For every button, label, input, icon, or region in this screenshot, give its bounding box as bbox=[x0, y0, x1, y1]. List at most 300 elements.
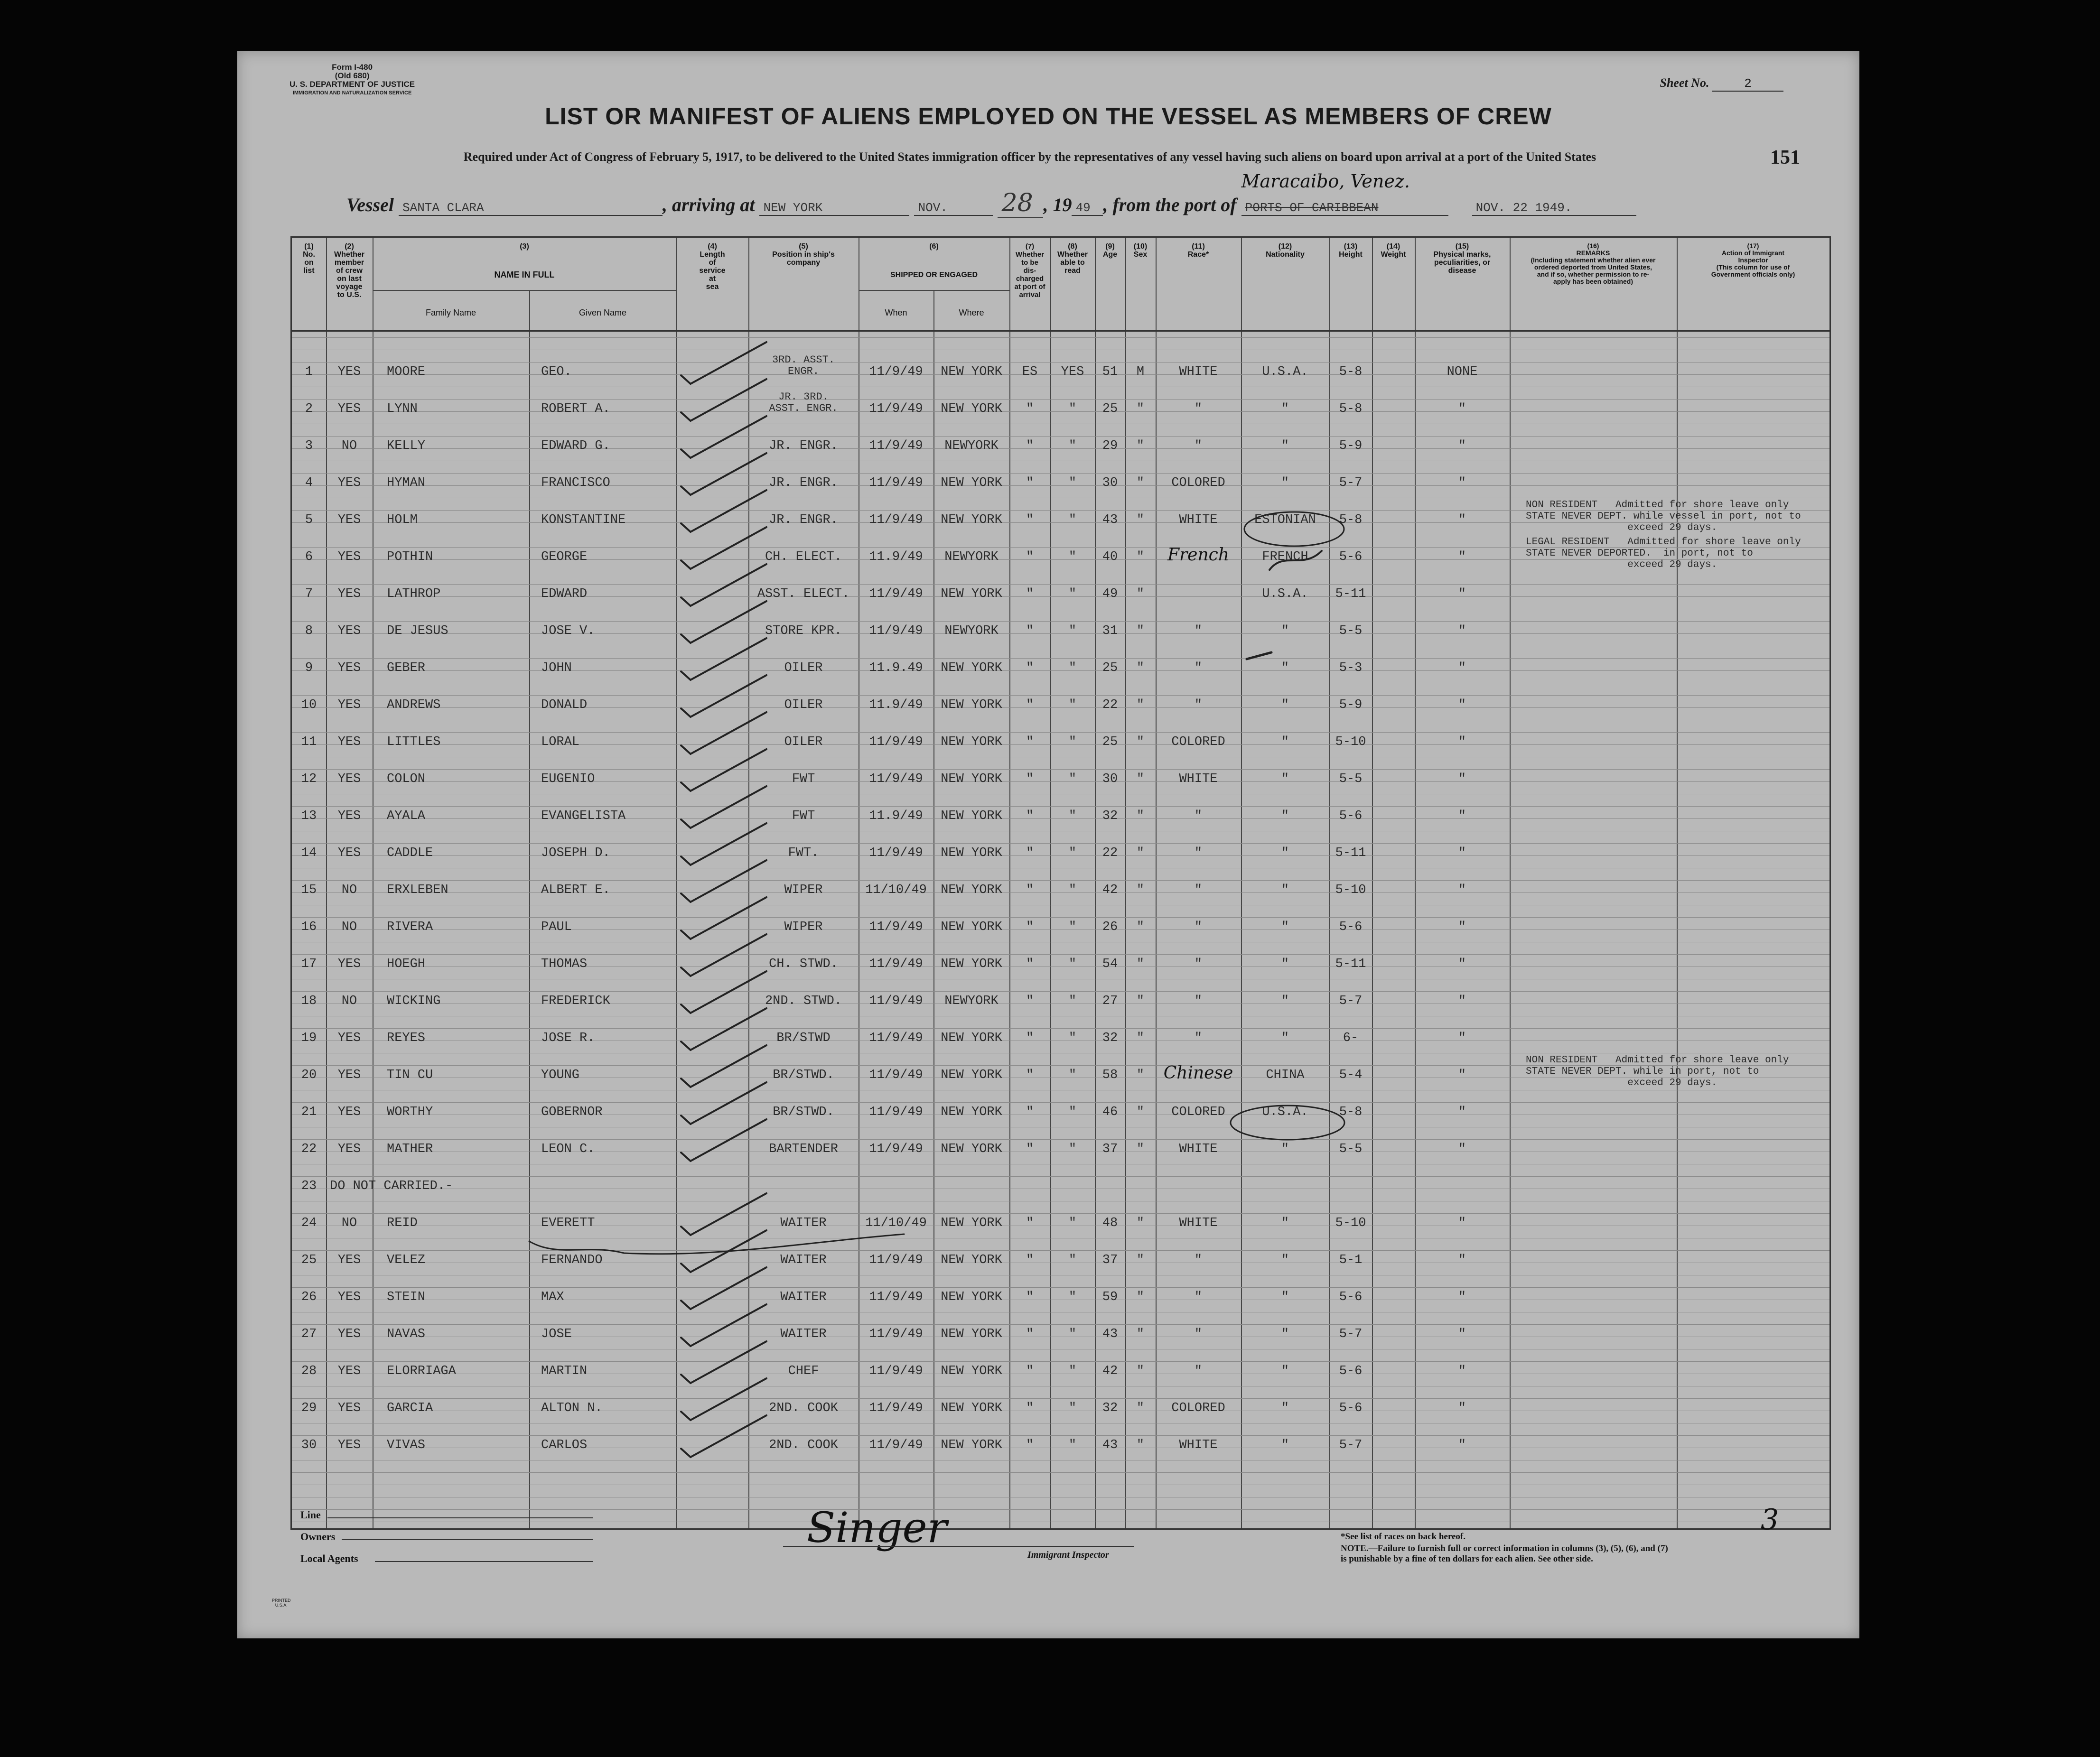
cell-height: 5-6 bbox=[1339, 809, 1363, 823]
cell-read: " bbox=[1068, 550, 1077, 564]
cell-family: VIVAS bbox=[387, 1438, 426, 1452]
cell-given: YOUNG bbox=[541, 1068, 580, 1082]
cell-nationality: " bbox=[1281, 1031, 1289, 1045]
cell-no: 24 bbox=[301, 1216, 317, 1230]
cell-marks: " bbox=[1458, 1216, 1466, 1230]
cell-marks: " bbox=[1458, 513, 1466, 527]
cell-voyage: YES bbox=[337, 1253, 361, 1267]
cell-read: " bbox=[1068, 809, 1077, 823]
cell-age: 32 bbox=[1102, 1031, 1118, 1045]
cell-no: 25 bbox=[301, 1253, 317, 1267]
cell-given: JOSE R. bbox=[541, 1031, 595, 1045]
cell-sex: " bbox=[1136, 661, 1145, 675]
cell-height: 5-10 bbox=[1335, 883, 1366, 897]
cell-position: 3RD. ASST. ENGR. bbox=[772, 354, 835, 377]
cell-marks: " bbox=[1458, 1142, 1466, 1156]
cell-voyage: YES bbox=[337, 735, 361, 749]
cell-race: French bbox=[1167, 545, 1230, 565]
cell-discharged: " bbox=[1026, 1142, 1034, 1156]
cell-position: BARTENDER bbox=[769, 1142, 838, 1156]
cell-where: NEW YORK bbox=[941, 1364, 1002, 1378]
cell-discharged: " bbox=[1026, 698, 1034, 712]
cell-nationality: " bbox=[1281, 1327, 1289, 1341]
cell-position: FWT bbox=[792, 772, 815, 786]
cell-voyage: YES bbox=[337, 624, 361, 638]
header-last-voyage: (2) Whether member of crew on last voyage to U.S. bbox=[334, 242, 364, 299]
cell-read: " bbox=[1068, 1142, 1077, 1156]
cell-position: ASST. ELECT. bbox=[757, 587, 850, 601]
header-where: Where bbox=[959, 308, 984, 317]
cell-voyage: YES bbox=[337, 365, 361, 379]
cell-race: COLORED bbox=[1171, 476, 1225, 490]
cell-race: WHITE bbox=[1179, 1216, 1218, 1230]
remark-entry: NON RESIDENT Admitted for shore leave only STATE NEVER DEPT. while vessel in port, not to exceed 29 days. bbox=[1526, 500, 1801, 533]
cell-given: EVANGELISTA bbox=[541, 809, 626, 823]
header-when: When bbox=[885, 308, 907, 317]
cell-voyage: YES bbox=[337, 1105, 361, 1119]
cell-given: THOMAS bbox=[541, 957, 588, 971]
cell-no: 13 bbox=[301, 809, 317, 823]
cell-where: NEW YORK bbox=[941, 1216, 1002, 1230]
cell-age: 43 bbox=[1102, 1327, 1118, 1341]
cell-race: COLORED bbox=[1171, 1401, 1225, 1415]
cell-discharged: " bbox=[1026, 1327, 1034, 1341]
cell-sex: " bbox=[1136, 439, 1145, 453]
cell-nationality: " bbox=[1281, 439, 1289, 453]
cell-family: GARCIA bbox=[387, 1401, 433, 1415]
cell-given: ALTON N. bbox=[541, 1401, 603, 1415]
cell-family: VELEZ bbox=[387, 1253, 426, 1267]
cell-age: 37 bbox=[1102, 1142, 1118, 1156]
cell-sex: " bbox=[1136, 587, 1145, 601]
cell-position: WAITER bbox=[780, 1216, 827, 1230]
cell-race: Chinese bbox=[1163, 1063, 1233, 1083]
cell-read: " bbox=[1068, 1290, 1077, 1304]
cell-where: NEWYORK bbox=[944, 439, 999, 453]
cell-position: 2ND. COOK bbox=[769, 1401, 838, 1415]
cell-position: BR/STWD. bbox=[773, 1105, 834, 1119]
cell-age: 26 bbox=[1102, 920, 1118, 934]
cell-position: 2ND. COOK bbox=[769, 1438, 838, 1452]
cell-marks: " bbox=[1458, 957, 1466, 971]
cell-voyage: YES bbox=[337, 1401, 361, 1415]
cell-no: 16 bbox=[301, 920, 317, 934]
signature-rule bbox=[783, 1546, 1134, 1547]
cell-position: WAITER bbox=[780, 1327, 827, 1341]
arrival-month: NOV. bbox=[914, 201, 993, 216]
cell-marks: " bbox=[1458, 920, 1466, 934]
cell-given: FREDERICK bbox=[541, 994, 610, 1008]
cell-when: 11/9/49 bbox=[869, 920, 923, 934]
cell-read: " bbox=[1068, 846, 1077, 860]
cell-family: HYMAN bbox=[387, 476, 426, 490]
cell-given: PAUL bbox=[541, 920, 572, 934]
cell-nationality: " bbox=[1281, 1253, 1289, 1267]
cell-no: 30 bbox=[301, 1438, 317, 1452]
cell-read: " bbox=[1068, 587, 1077, 601]
cell-family: WICKING bbox=[387, 994, 441, 1008]
cell-no: 8 bbox=[305, 624, 313, 638]
cell-given: MAX bbox=[541, 1290, 564, 1304]
cell-no: 28 bbox=[301, 1364, 317, 1378]
cell-voyage: YES bbox=[337, 1068, 361, 1082]
row6-correction bbox=[1269, 551, 1322, 570]
cell-age: 51 bbox=[1102, 365, 1118, 379]
cell-read: " bbox=[1068, 624, 1077, 638]
cell-given: GEORGE bbox=[541, 550, 588, 564]
cell-nationality: " bbox=[1281, 846, 1289, 860]
cell-marks: " bbox=[1458, 624, 1466, 638]
cell-where: NEW YORK bbox=[941, 1068, 1002, 1082]
cell-sex: " bbox=[1136, 1364, 1145, 1378]
cell-where: NEW YORK bbox=[941, 772, 1002, 786]
cell-given: EUGENIO bbox=[541, 772, 595, 786]
cell-when: 11/10/49 bbox=[865, 1216, 927, 1230]
line-label: Line bbox=[300, 1509, 321, 1521]
cell-height: 5-11 bbox=[1335, 846, 1366, 860]
cell-nationality: U.S.A. bbox=[1262, 365, 1308, 379]
cell-age: 22 bbox=[1102, 846, 1118, 860]
cell-discharged: " bbox=[1026, 994, 1034, 1008]
cell-given: EVERETT bbox=[541, 1216, 595, 1230]
cell-voyage: NO bbox=[341, 994, 357, 1008]
document-subtitle: Required under Act of Congress of February 5, 1917, to be delivered to the United States immigration officer by the representatives of any vessel having such aliens on board upon arrival at a port of the United States bbox=[463, 150, 1596, 164]
cell-where: NEW YORK bbox=[941, 698, 1002, 712]
header-nationality: (12) Nationality bbox=[1266, 242, 1305, 259]
cell-nationality: ESTONIAN bbox=[1254, 513, 1316, 527]
cell-sex: " bbox=[1136, 1253, 1145, 1267]
cell-family: ELORRIAGA bbox=[387, 1364, 456, 1378]
cell-voyage: YES bbox=[337, 1364, 361, 1378]
sheet-number bbox=[1660, 76, 1784, 92]
cell-when: 11/9/49 bbox=[869, 957, 923, 971]
cell-read: " bbox=[1068, 698, 1077, 712]
cell-discharged: " bbox=[1026, 1068, 1034, 1082]
cell-read: YES bbox=[1061, 365, 1084, 379]
cell-sex: " bbox=[1136, 1142, 1145, 1156]
cell-age: 49 bbox=[1102, 587, 1118, 601]
cell-nationality: " bbox=[1281, 957, 1289, 971]
cell-marks: " bbox=[1458, 735, 1466, 749]
cell-discharged: " bbox=[1026, 772, 1034, 786]
cell-where: NEW YORK bbox=[941, 513, 1002, 527]
cell-voyage: NO bbox=[341, 883, 357, 897]
cell-discharged: " bbox=[1026, 1031, 1034, 1045]
cell-nationality: " bbox=[1281, 1142, 1289, 1156]
cell-nationality: " bbox=[1281, 735, 1289, 749]
cell-read: " bbox=[1068, 1216, 1077, 1230]
cell-age: 25 bbox=[1102, 735, 1118, 749]
cell-given: JOSE V. bbox=[541, 624, 595, 638]
cell-when: 11/9/49 bbox=[869, 587, 923, 601]
cell-sex: " bbox=[1136, 476, 1145, 490]
cell-discharged: " bbox=[1026, 661, 1034, 675]
cell-sex: " bbox=[1136, 1438, 1145, 1452]
cell-when: 11/9/49 bbox=[869, 994, 923, 1008]
cell-marks: " bbox=[1458, 402, 1466, 416]
cell-age: 54 bbox=[1102, 957, 1118, 971]
cell-voyage: YES bbox=[337, 698, 361, 712]
cell-nationality: " bbox=[1281, 883, 1289, 897]
cell-sex: " bbox=[1136, 1216, 1145, 1230]
cell-no: 18 bbox=[301, 994, 317, 1008]
sheet-number-value: 2 bbox=[1712, 76, 1783, 92]
cell-when: 11/9/49 bbox=[869, 1105, 923, 1119]
cell-no: 11 bbox=[301, 735, 317, 749]
cell-discharged: " bbox=[1026, 550, 1034, 564]
cell-race: " bbox=[1194, 439, 1203, 453]
races-note: *See list of races on back hereof. bbox=[1341, 1532, 1465, 1542]
inspector-signature: Singer bbox=[807, 1503, 947, 1552]
cell-when: 11/9/49 bbox=[869, 402, 923, 416]
cell-discharged: " bbox=[1026, 476, 1034, 490]
header-position: (5) Position in ship's company bbox=[772, 242, 835, 267]
cell-where: NEW YORK bbox=[941, 402, 1002, 416]
cell-sex: " bbox=[1136, 513, 1145, 527]
cell-race: " bbox=[1194, 1364, 1203, 1378]
header-given-name: Given Name bbox=[579, 308, 627, 317]
cell-sex: " bbox=[1136, 1401, 1145, 1415]
cell-race: WHITE bbox=[1179, 365, 1218, 379]
cell-when: 11/9/49 bbox=[869, 513, 923, 527]
cell-where: NEW YORK bbox=[941, 735, 1002, 749]
cell-height: 5-10 bbox=[1335, 1216, 1366, 1230]
cell-marks: " bbox=[1458, 1031, 1466, 1045]
cell-discharged: " bbox=[1026, 402, 1034, 416]
cell-where: NEW YORK bbox=[941, 1253, 1002, 1267]
cell-sex: " bbox=[1136, 624, 1145, 638]
cell-position: JR. ENGR. bbox=[769, 439, 838, 453]
cell-height: 5-10 bbox=[1335, 735, 1366, 749]
china-circle bbox=[1231, 1106, 1344, 1140]
header-shipped-engaged: SHIPPED OR ENGAGED bbox=[890, 271, 978, 279]
cell-when: 11/9/49 bbox=[869, 1438, 923, 1452]
cell-sex: " bbox=[1136, 957, 1145, 971]
cell-age: 30 bbox=[1102, 772, 1118, 786]
cell-family: RIVERA bbox=[387, 920, 433, 934]
cell-height: 5-8 bbox=[1339, 365, 1363, 379]
cell-no: 3 bbox=[305, 439, 313, 453]
cell-when: 11/10/49 bbox=[865, 883, 927, 897]
cell-read: " bbox=[1068, 1068, 1077, 1082]
cell-sex: " bbox=[1136, 735, 1145, 749]
cell-when: 11/9/49 bbox=[869, 1290, 923, 1304]
cell-where: NEW YORK bbox=[941, 809, 1002, 823]
cell-height: 5-9 bbox=[1339, 439, 1363, 453]
cell-age: 27 bbox=[1102, 994, 1118, 1008]
cell-no: 14 bbox=[301, 846, 317, 860]
cell-height: 5-7 bbox=[1339, 994, 1363, 1008]
handwritten-marks bbox=[292, 238, 1829, 1528]
cell-race: " bbox=[1194, 402, 1203, 416]
cell-when: 11/9/49 bbox=[869, 1068, 923, 1082]
cell-read: " bbox=[1068, 994, 1077, 1008]
local-agents-label: Local Agents bbox=[300, 1552, 358, 1564]
cell-given: GEO. bbox=[541, 365, 572, 379]
cell-race: " bbox=[1194, 920, 1203, 934]
department-name: U. S. DEPARTMENT OF JUSTICE bbox=[289, 80, 415, 89]
cell-family: CADDLE bbox=[387, 846, 433, 860]
corner-number: 3 bbox=[1761, 1503, 1779, 1536]
cell-given: KONSTANTINE bbox=[541, 513, 626, 527]
cell-position: JR. ENGR. bbox=[769, 476, 838, 490]
cell-age: 42 bbox=[1102, 883, 1118, 897]
cell-discharged: " bbox=[1026, 1438, 1034, 1452]
cell-sex: " bbox=[1136, 994, 1145, 1008]
cell-where: NEWYORK bbox=[944, 624, 999, 638]
cell-marks: " bbox=[1458, 1105, 1466, 1119]
cell-race: WHITE bbox=[1179, 772, 1218, 786]
cell-marks: " bbox=[1458, 809, 1466, 823]
cell-height: 5-8 bbox=[1339, 513, 1363, 527]
arrival-port: NEW YORK bbox=[759, 201, 909, 216]
cell-where: NEW YORK bbox=[941, 1142, 1002, 1156]
year-prefix: , 19 bbox=[1043, 194, 1072, 215]
cell-height: 5-7 bbox=[1339, 476, 1363, 490]
remark-entry: LEGAL RESIDENT Admitted for shore leave only STATE NEVER DEPORTED. in port, not to exceed 29 days. bbox=[1526, 537, 1801, 570]
cell-marks: " bbox=[1458, 846, 1466, 860]
from-label: , from the port of bbox=[1103, 194, 1237, 215]
departure-port-handwritten: Maracaibo, Venez. bbox=[1241, 171, 1410, 192]
cell-sex: " bbox=[1136, 1290, 1145, 1304]
cell-read: " bbox=[1068, 1364, 1077, 1378]
cell-voyage: YES bbox=[337, 402, 361, 416]
cell-where: NEWYORK bbox=[944, 994, 999, 1008]
cell-age: 31 bbox=[1102, 624, 1118, 638]
cell-where: NEW YORK bbox=[941, 365, 1002, 379]
cell-marks: " bbox=[1458, 1401, 1466, 1415]
cell-position: WAITER bbox=[780, 1290, 827, 1304]
cell-given: EDWARD G. bbox=[541, 439, 610, 453]
cell-age: 30 bbox=[1102, 476, 1118, 490]
cell-height: 5-7 bbox=[1339, 1327, 1363, 1341]
cell-no: 5 bbox=[305, 513, 313, 527]
cell-read: " bbox=[1068, 1105, 1077, 1119]
cell-marks: " bbox=[1458, 772, 1466, 786]
cell-no: 22 bbox=[301, 1142, 317, 1156]
cell-given: EDWARD bbox=[541, 587, 588, 601]
local-agents-rule bbox=[375, 1561, 593, 1562]
cell-nationality: FRENCH bbox=[1262, 550, 1308, 564]
estonian-circle bbox=[1244, 512, 1344, 546]
cell-voyage: NO bbox=[341, 920, 357, 934]
departure-date: NOV. 22 1949. bbox=[1472, 201, 1636, 216]
cell-family: ANDREWS bbox=[387, 698, 441, 712]
sheet-number-label: Sheet No. bbox=[1660, 76, 1709, 90]
cell-age: 48 bbox=[1102, 1216, 1118, 1230]
cell-family: STEIN bbox=[387, 1290, 426, 1304]
cell-sex: " bbox=[1136, 920, 1145, 934]
cell-discharged: " bbox=[1026, 513, 1034, 527]
header-shipped-column: (6) bbox=[929, 242, 939, 251]
cell-race: " bbox=[1194, 957, 1203, 971]
cell-sex: M bbox=[1136, 365, 1145, 379]
cell-read: " bbox=[1068, 513, 1077, 527]
cell-family: LATHROP bbox=[387, 587, 441, 601]
cell-when: 11/9/49 bbox=[869, 1364, 923, 1378]
cell-given: JOHN bbox=[541, 661, 572, 675]
cell-nationality: " bbox=[1281, 661, 1289, 675]
cell-position: CH. STWD. bbox=[769, 957, 838, 971]
header-race: (11) Race* bbox=[1187, 242, 1209, 259]
cell-given: GOBERNOR bbox=[541, 1105, 603, 1119]
remark-entry: NON RESIDENT Admitted for shore leave only STATE NEVER DEPT. while in port, not to exceed 29 days. bbox=[1526, 1055, 1789, 1088]
cell-position: WIPER bbox=[784, 920, 823, 934]
cell-read: " bbox=[1068, 772, 1077, 786]
cell-position: WIPER bbox=[784, 883, 823, 897]
cell-family: COLON bbox=[387, 772, 426, 786]
cell-where: NEW YORK bbox=[941, 957, 1002, 971]
cell-race: WHITE bbox=[1179, 1438, 1218, 1452]
cell-family: HOEGH bbox=[387, 957, 426, 971]
cell-read: " bbox=[1068, 1327, 1077, 1341]
cell-marks: " bbox=[1458, 550, 1466, 564]
cell-where: NEW YORK bbox=[941, 1401, 1002, 1415]
cell-age: 42 bbox=[1102, 1364, 1118, 1378]
cell-read: " bbox=[1068, 1253, 1077, 1267]
cell-read: " bbox=[1068, 402, 1077, 416]
cell-voyage: YES bbox=[337, 1031, 361, 1045]
header-list-number: (1) No. on list bbox=[303, 242, 315, 275]
cell-family: POTHIN bbox=[387, 550, 433, 564]
cell-sex: " bbox=[1136, 1031, 1145, 1045]
cell-given: CARLOS bbox=[541, 1438, 588, 1452]
header-name-in-full: NAME IN FULL bbox=[494, 270, 555, 279]
header-discharged: (7) Whether to be dis- charged at port of arrival bbox=[1014, 242, 1045, 299]
cell-sex: " bbox=[1136, 883, 1145, 897]
cell-marks: " bbox=[1458, 1068, 1466, 1082]
cell-age: 25 bbox=[1102, 402, 1118, 416]
cell-marks: " bbox=[1458, 994, 1466, 1008]
cell-read: " bbox=[1068, 883, 1077, 897]
cell-position: CHEF bbox=[788, 1364, 819, 1378]
cell-voyage: YES bbox=[337, 476, 361, 490]
cell-discharged: " bbox=[1026, 920, 1034, 934]
cell-when: 11.9/49 bbox=[869, 698, 923, 712]
cell-when: 11/9/49 bbox=[869, 1253, 923, 1267]
cell-family: REID bbox=[387, 1216, 418, 1230]
header-age: (9) Age bbox=[1102, 242, 1118, 259]
cell-when: 11/9/49 bbox=[869, 439, 923, 453]
cell-no: 26 bbox=[301, 1290, 317, 1304]
cell-nationality: " bbox=[1281, 698, 1289, 712]
cell-position: FWT. bbox=[788, 846, 819, 860]
cell-marks: " bbox=[1458, 1327, 1466, 1341]
cell-where: NEW YORK bbox=[941, 1438, 1002, 1452]
cell-age: 29 bbox=[1102, 439, 1118, 453]
cell-discharged: " bbox=[1026, 957, 1034, 971]
cell-height: 5-6 bbox=[1339, 920, 1363, 934]
cell-discharged: " bbox=[1026, 883, 1034, 897]
cell-nationality: " bbox=[1281, 402, 1289, 416]
cell-voyage: YES bbox=[337, 1438, 361, 1452]
cell-voyage: DO NOT CARRIED.- bbox=[330, 1179, 453, 1193]
cell-race: " bbox=[1194, 994, 1203, 1008]
cell-height: 5-3 bbox=[1339, 661, 1363, 675]
cell-height: 6- bbox=[1343, 1031, 1359, 1045]
cell-voyage: YES bbox=[337, 772, 361, 786]
cell-sex: " bbox=[1136, 1327, 1145, 1341]
cell-race: " bbox=[1194, 1327, 1203, 1341]
cell-height: 5-11 bbox=[1335, 957, 1366, 971]
vessel-name: SANTA CLARA bbox=[399, 201, 663, 216]
cell-no: 2 bbox=[305, 402, 313, 416]
cell-no: 23 bbox=[301, 1179, 317, 1193]
departure-port-typed: PORTS OF CARIBBEAN bbox=[1241, 201, 1448, 216]
cell-marks: " bbox=[1458, 439, 1466, 453]
cell-nationality: " bbox=[1281, 920, 1289, 934]
cell-given: MARTIN bbox=[541, 1364, 588, 1378]
